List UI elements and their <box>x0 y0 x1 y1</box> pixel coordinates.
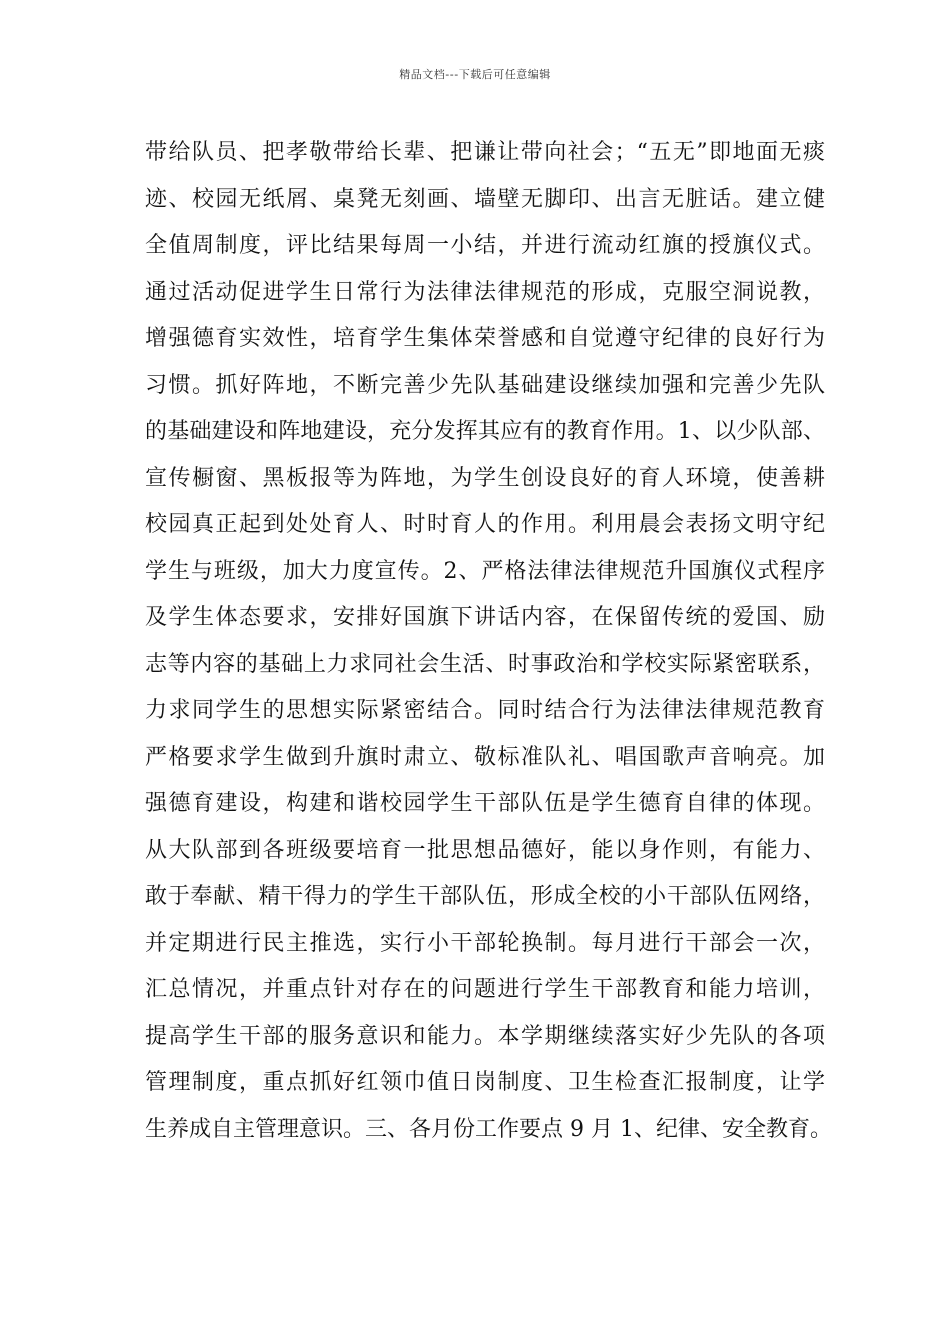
text-line: 宣传橱窗、黑板报等为阵地，为学生创设良好的育人环境，使善耕 <box>145 465 825 491</box>
text-line: 增强德育实效性，培育学生集体荣誉感和自觉遵守纪律的良好行为 <box>145 326 825 351</box>
text-line: 并定期进行民主推选，实行小干部轮换制。每月进行干部会一次， <box>145 930 825 956</box>
text-line: 学生与班级，加大力度宣传。2、严格法律法律规范升国旗仪式程序 <box>145 558 825 584</box>
text-line: 汇总情况，并重点针对存在的问题进行学生干部教育和能力培训， <box>145 977 825 1002</box>
text-line: 管理制度，重点抓好红领巾值日岗制度、卫生检查汇报制度，让学 <box>145 1070 825 1095</box>
text-line: 习惯。抓好阵地，不断完善少先队基础建设继续加强和完善少先队 <box>145 372 825 398</box>
text-line: 提高学生干部的服务意识和能力。本学期继续落实好少先队的各项 <box>145 1023 825 1049</box>
text-line: 敢于奉献、精干得力的学生干部队伍，形成全校的小干部队伍网络， <box>145 884 825 909</box>
text-line: 力求同学生的思想实际紧密结合。同时结合行为法律法律规范教育 <box>145 698 825 723</box>
text-line: 带给队员、把孝敬带给长辈、把谦让带向社会；“五无”即地面无痰 <box>145 140 825 165</box>
text-line: 的基础建设和阵地建设，充分发挥其应有的教育作用。1、以少队部、 <box>145 419 825 444</box>
body-text <box>145 130 832 1153</box>
text-line: 校园真正起到处处育人、时时育人的作用。利用晨会表扬文明守纪 <box>145 512 825 537</box>
text-line: 及学生体态要求，安排好国旗下讲话内容，在保留传统的爱国、励 <box>145 605 825 630</box>
text-line: 从大队部到各班级要培育一批思想品德好，能以身作则，有能力、 <box>145 837 825 863</box>
page-header: 精品文档---下载后可任意编辑 <box>399 68 551 81</box>
text-line: 强德育建设，构建和谐校园学生干部队伍是学生德育自律的体现。 <box>145 791 825 816</box>
text-line: 生养成自主管理意识。三、各月份工作要点 9 月 1、纪律、安全教育。 <box>145 1116 832 1142</box>
text-line: 志等内容的基础上力求同社会生活、时事政治和学校实际紧密联系， <box>145 651 825 677</box>
text-line: 通过活动促进学生日常行为法律法律规范的形成，克服空洞说教， <box>145 279 825 305</box>
text-line: 迹、校园无纸屑、桌凳无刻画、墙壁无脚印、出言无脏话。建立健 <box>145 186 825 212</box>
text-line: 全值周制度，评比结果每周一小结，并进行流动红旗的授旗仪式。 <box>145 233 825 258</box>
text-line: 严格要求学生做到升旗时肃立、敬标准队礼、唱国歌声音响亮。加 <box>145 744 825 770</box>
